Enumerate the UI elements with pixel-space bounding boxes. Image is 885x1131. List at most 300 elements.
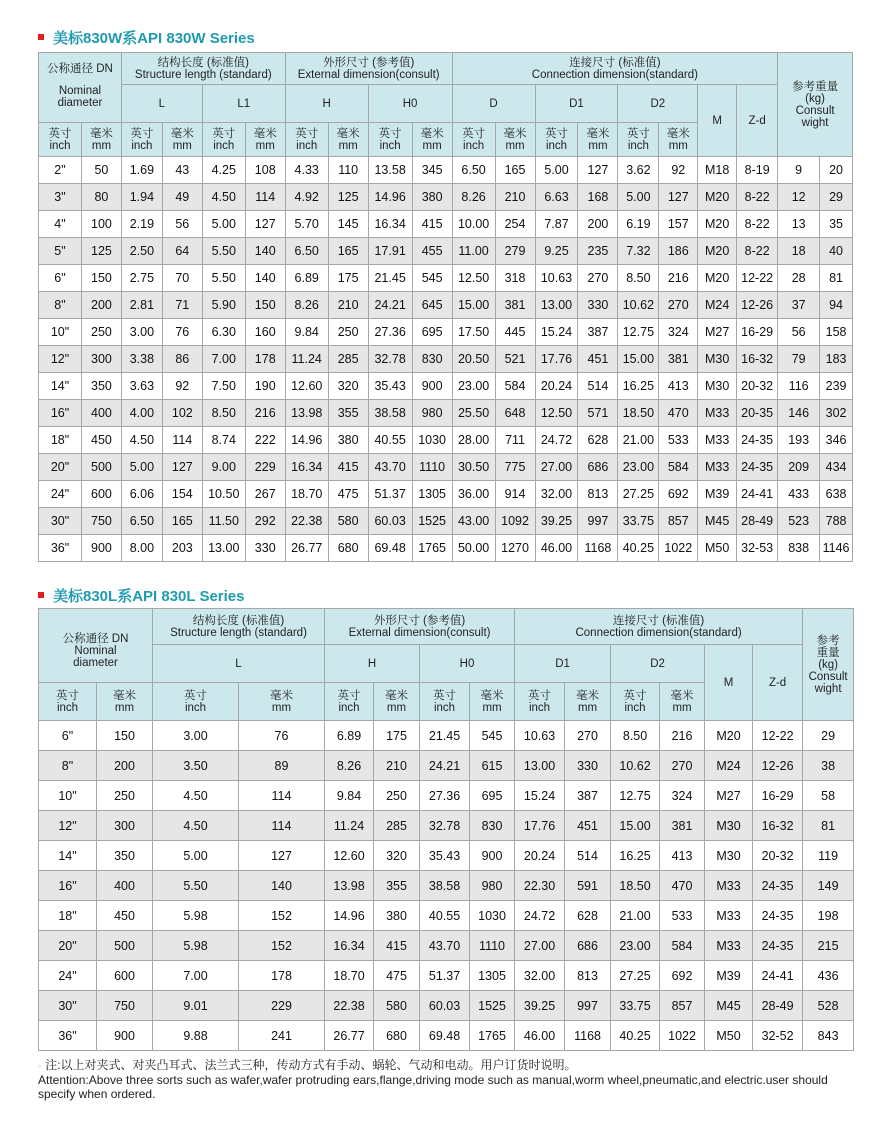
header-unit-mm-en: mm (672, 701, 692, 714)
table-cell: 18.70 (325, 961, 374, 991)
table-cell: 380 (374, 901, 420, 931)
table-cell: M30 (705, 841, 753, 871)
table-cell: 9.88 (153, 1021, 239, 1051)
table-cell: 6.89 (285, 265, 328, 292)
header-H: H (285, 85, 368, 123)
table-cell: 250 (81, 319, 121, 346)
header-unit-mm (470, 683, 515, 721)
table-cell: 27.36 (420, 781, 470, 811)
table-cell: 16" (39, 871, 97, 901)
table-cell: 628 (578, 427, 618, 454)
table-cell: 324 (660, 781, 705, 811)
table-cell: 150 (97, 721, 153, 751)
table-cell: 12.75 (611, 781, 660, 811)
header-structure-cn: 结构长度 (标准值) (192, 614, 285, 627)
table-cell: 14.96 (285, 427, 328, 454)
table-cell: 400 (81, 400, 121, 427)
table-cell: 110 (328, 157, 368, 184)
table-cell: 6.30 (202, 319, 245, 346)
table-cell: 13.98 (325, 871, 374, 901)
table-cell: 1168 (578, 535, 618, 562)
table-cell: 584 (660, 931, 705, 961)
table-cell: 692 (660, 961, 705, 991)
table-cell: 900 (81, 535, 121, 562)
table-cell: 89 (239, 751, 325, 781)
table-cell: 10.62 (611, 751, 660, 781)
table-cell: 7.87 (535, 211, 578, 238)
table-cell: 434 (820, 454, 853, 481)
table-cell: M33 (705, 871, 753, 901)
table-cell: 24-35 (737, 427, 778, 454)
header-unit-inch-en: inch (338, 701, 360, 714)
table-cell: 250 (328, 319, 368, 346)
table-cell: M45 (698, 508, 737, 535)
header-unit-mm (659, 123, 698, 157)
table-cell: 175 (374, 721, 420, 751)
table-cell: 997 (565, 991, 611, 1021)
header-unit-mm (565, 683, 611, 721)
table-cell: 914 (495, 481, 535, 508)
header-unit-inch-en: inch (545, 139, 568, 152)
table-cell: 12.60 (325, 841, 374, 871)
table-row (39, 211, 853, 238)
table-cell: 300 (81, 346, 121, 373)
table-cell: 39.25 (535, 508, 578, 535)
header-L: L (121, 85, 202, 123)
table-cell: 36.00 (452, 481, 495, 508)
table-cell: 50 (81, 157, 121, 184)
table-row (39, 1021, 854, 1051)
table-cell: 81 (803, 811, 854, 841)
table-cell: 695 (470, 781, 515, 811)
table-cell: 523 (778, 508, 820, 535)
table-cell: M24 (705, 751, 753, 781)
section-title-830l (38, 585, 245, 606)
table-row (39, 427, 853, 454)
bullet-dot-icon: ◦ (38, 1061, 42, 1071)
header-unit-inch (420, 683, 470, 721)
table-cell: 30" (39, 991, 97, 1021)
footnote-cn (38, 1058, 858, 1073)
header-unit-mm-cn: 毫米 (670, 689, 694, 702)
table-cell: 80 (81, 184, 121, 211)
table-cell: 114 (162, 427, 202, 454)
footnote-en: Attention:Above three sorts such as wafer,wafer protruding ears,flange,driving mode such as manual,worm wheel,pneumatic,and electric.user should specify when ordered. (38, 1073, 828, 1101)
header-weight (778, 53, 853, 157)
table-cell: 5.98 (153, 931, 239, 961)
header-D2: D2 (611, 645, 705, 683)
header-unit-mm-en: mm (577, 701, 598, 714)
table-cell: 5.90 (202, 292, 245, 319)
table-cell: 154 (162, 481, 202, 508)
table-cell: 5.00 (618, 184, 659, 211)
header-nominal-cn: 公称通径 DN (47, 62, 113, 75)
table-cell: 26.77 (285, 535, 328, 562)
table-cell: 302 (820, 400, 853, 427)
table-cell: 580 (328, 508, 368, 535)
header-nominal-en-text: Nominal diameter (73, 644, 118, 669)
table-cell: 210 (328, 292, 368, 319)
table-cell: 1146 (820, 535, 853, 562)
table-row (39, 346, 853, 373)
table-cell: 320 (328, 373, 368, 400)
table-cell: 330 (578, 292, 618, 319)
header-unit-mm (412, 123, 452, 157)
table-cell: 813 (578, 481, 618, 508)
table-row (39, 238, 853, 265)
table-cell: 168 (578, 184, 618, 211)
table-cell: 200 (97, 751, 153, 781)
table-cell: 8.50 (202, 400, 245, 427)
table-cell: 12-26 (737, 292, 778, 319)
header-unit-mm (97, 683, 153, 721)
table-cell: 9.01 (153, 991, 239, 1021)
table-cell: 198 (803, 901, 854, 931)
table-cell: 18.50 (618, 400, 659, 427)
table-cell: 6.63 (535, 184, 578, 211)
header-unit-inch-cn: 英寸 (528, 689, 552, 702)
table-cell: 127 (659, 184, 698, 211)
header-unit-inch-en: inch (213, 139, 235, 152)
table-cell: 14.96 (368, 184, 412, 211)
table-cell: 24" (39, 481, 82, 508)
table-cell: M20 (698, 184, 737, 211)
table-cell: 12" (39, 811, 97, 841)
header-unit-mm (245, 123, 285, 157)
table-cell: 8.74 (202, 427, 245, 454)
header-unit-inch-cn: 英寸 (626, 127, 650, 140)
table-cell: 1168 (565, 1021, 611, 1051)
table-cell: 5.50 (153, 871, 239, 901)
table-cell: 4.33 (285, 157, 328, 184)
table-cell: 533 (659, 427, 698, 454)
table-cell: M33 (698, 400, 737, 427)
table-cell: 20.24 (515, 841, 565, 871)
table-cell: 324 (659, 319, 698, 346)
header-unit-inch (325, 683, 374, 721)
table-cell: 6" (39, 721, 97, 751)
table-cell: 5.98 (153, 901, 239, 931)
table-cell: 8-22 (737, 238, 778, 265)
header-structure-en: Structure length (standard) (134, 68, 272, 81)
table-cell: 10" (39, 319, 82, 346)
table-cell: 686 (565, 931, 611, 961)
table-cell: 6.50 (452, 157, 495, 184)
table-cell: 33.75 (618, 508, 659, 535)
table-row (39, 157, 853, 184)
table-cell: 10.63 (515, 721, 565, 751)
table-cell: 10.62 (618, 292, 659, 319)
table-cell: 345 (412, 157, 452, 184)
table-cell: 1022 (660, 1021, 705, 1051)
table-cell: M30 (698, 373, 737, 400)
table-cell: 5" (39, 238, 82, 265)
header-unit-mm-en: mm (114, 701, 135, 714)
table-row (39, 751, 854, 781)
spec-table-830l (38, 608, 854, 1051)
header-unit-inch-en: inch (131, 139, 153, 152)
table-cell: 1030 (470, 901, 515, 931)
table-cell: 470 (660, 871, 705, 901)
header-structure (121, 53, 285, 85)
table-cell: 267 (245, 481, 285, 508)
table-cell: 16-32 (753, 811, 803, 841)
table-cell: 200 (578, 211, 618, 238)
header-L: L (153, 645, 325, 683)
table-cell: 270 (578, 265, 618, 292)
table-cell: 8" (39, 292, 82, 319)
table-cell: 711 (495, 427, 535, 454)
header-unit-mm-en: mm (505, 139, 525, 152)
table-cell: 18 (778, 238, 820, 265)
table-cell: 455 (412, 238, 452, 265)
table-cell: 76 (162, 319, 202, 346)
table-cell: 279 (495, 238, 535, 265)
table-cell: M33 (705, 901, 753, 931)
table-cell: 1030 (412, 427, 452, 454)
table-row (39, 292, 853, 319)
table-cell: 4.50 (153, 781, 239, 811)
table-cell: 210 (495, 184, 535, 211)
header-unit-inch (153, 683, 239, 721)
table-cell: 125 (81, 238, 121, 265)
header-unit-inch-en: inch (528, 701, 551, 714)
table-cell: 24.72 (515, 901, 565, 931)
table-cell: 775 (495, 454, 535, 481)
table-cell: 475 (328, 481, 368, 508)
table-cell: 46.00 (515, 1021, 565, 1051)
table-cell: 292 (245, 508, 285, 535)
table-cell: 32.00 (535, 481, 578, 508)
table-cell: 330 (245, 535, 285, 562)
table-cell: 9 (778, 157, 820, 184)
header-unit-mm-en: mm (482, 701, 502, 714)
table-cell: 16-32 (737, 346, 778, 373)
table-row (39, 931, 854, 961)
table-cell: 436 (803, 961, 854, 991)
footnote (38, 1058, 858, 1101)
table-cell: 178 (239, 961, 325, 991)
table-cell: 645 (412, 292, 452, 319)
header-connection (515, 609, 803, 645)
table-cell: 545 (470, 721, 515, 751)
header-unit-inch-en: inch (379, 139, 401, 152)
table-cell: 580 (374, 991, 420, 1021)
table-cell: 545 (412, 265, 452, 292)
table-cell: 2.81 (121, 292, 162, 319)
table-cell: 92 (162, 373, 202, 400)
header-connection (452, 53, 778, 85)
table-row (39, 535, 853, 562)
table-cell: M30 (698, 346, 737, 373)
table-cell: 43.00 (452, 508, 495, 535)
table-cell: 7.00 (202, 346, 245, 373)
table-cell: 1525 (470, 991, 515, 1021)
table-cell: 36" (39, 1021, 97, 1051)
table-cell: 24.72 (535, 427, 578, 454)
header-unit-inch-cn: 英寸 (130, 127, 154, 140)
table-cell: 3.00 (121, 319, 162, 346)
table-cell: 1110 (412, 454, 452, 481)
table-cell: 203 (162, 535, 202, 562)
table-cell: 20" (39, 454, 82, 481)
table-cell: 150 (245, 292, 285, 319)
header-unit-mm-en: mm (255, 139, 275, 152)
table-cell: 108 (245, 157, 285, 184)
table-cell: 9.25 (535, 238, 578, 265)
table-cell: 165 (495, 157, 535, 184)
table-cell: 160 (245, 319, 285, 346)
header-weight-unit: (kg) (805, 92, 825, 105)
header-connection-cn: 连接尺寸 (标准值) (612, 614, 705, 627)
table-cell: 10.63 (535, 265, 578, 292)
table-cell: 13.98 (285, 400, 328, 427)
table-cell: 14" (39, 841, 97, 871)
table-cell: 15.24 (515, 781, 565, 811)
table-cell: 22.30 (515, 871, 565, 901)
table-cell: 28-49 (753, 991, 803, 1021)
table-cell: 628 (565, 901, 611, 931)
table-cell: 23.00 (452, 373, 495, 400)
header-unit-inch-en: inch (433, 701, 456, 714)
table-cell: 22.38 (325, 991, 374, 1021)
table-cell: 3.63 (121, 373, 162, 400)
table-cell: 16-29 (737, 319, 778, 346)
table-cell: 381 (659, 346, 698, 373)
table-cell: 600 (97, 961, 153, 991)
table-cell: 27.36 (368, 319, 412, 346)
header-unit-inch-en: inch (624, 701, 646, 714)
table-cell: 997 (578, 508, 618, 535)
table-cell: 21.45 (368, 265, 412, 292)
header-unit-inch-cn: 英寸 (56, 689, 79, 702)
table-cell: M20 (698, 265, 737, 292)
header-D2: D2 (618, 85, 698, 123)
table-cell: 69.48 (420, 1021, 470, 1051)
table-cell: 451 (565, 811, 611, 841)
table-cell: 125 (328, 184, 368, 211)
header-unit-mm-en: mm (386, 701, 407, 714)
table-cell: 413 (659, 373, 698, 400)
table-cell: 38 (803, 751, 854, 781)
table-row (39, 781, 854, 811)
table-cell: 40.25 (611, 1021, 660, 1051)
header-weight-cn: 参考重量 (792, 80, 839, 93)
table-cell: 1270 (495, 535, 535, 562)
table-cell: 2.75 (121, 265, 162, 292)
table-cell: 58 (803, 781, 854, 811)
spec-table-830w (38, 52, 853, 562)
table-cell: 380 (412, 184, 452, 211)
table-cell: 7.32 (618, 238, 659, 265)
table-cell: 4.00 (121, 400, 162, 427)
table-cell: 12.60 (285, 373, 328, 400)
header-unit-mm-cn: 毫米 (666, 127, 690, 140)
table-cell: 216 (245, 400, 285, 427)
header-unit-mm-cn: 毫米 (503, 127, 527, 140)
header-connection-cn: 连接尺寸 (标准值) (569, 56, 661, 69)
table-cell: 2.19 (121, 211, 162, 238)
table-cell: 193 (778, 427, 820, 454)
table-cell: 11.24 (285, 346, 328, 373)
table-cell: 11.24 (325, 811, 374, 841)
header-unit-inch (285, 123, 328, 157)
table-cell: M33 (698, 427, 737, 454)
table-cell: 20" (39, 931, 97, 961)
table-cell: 591 (565, 871, 611, 901)
header-weight-unit: (kg) (818, 658, 839, 671)
table-cell: 140 (245, 265, 285, 292)
table-cell: 350 (81, 373, 121, 400)
table-cell: 330 (565, 751, 611, 781)
table-cell: 380 (328, 427, 368, 454)
table-cell: 18.50 (611, 871, 660, 901)
table-row (39, 841, 854, 871)
table-cell: 216 (660, 721, 705, 751)
table-cell: 152 (239, 931, 325, 961)
table-cell: 12.75 (618, 319, 659, 346)
table-cell: 28.00 (452, 427, 495, 454)
table-row (39, 265, 853, 292)
table-cell: 56 (778, 319, 820, 346)
table-cell: 64 (162, 238, 202, 265)
header-connection-en: Connection dimension(standard) (575, 626, 742, 639)
header-unit-mm (578, 123, 618, 157)
table-cell: 470 (659, 400, 698, 427)
table-cell: 355 (374, 871, 420, 901)
table-cell: M27 (698, 319, 737, 346)
header-unit-inch-cn: 英寸 (212, 127, 236, 140)
table-cell: 49 (162, 184, 202, 211)
table-cell: 8-22 (737, 184, 778, 211)
header-unit-mm-cn: 毫米 (420, 127, 444, 140)
table-cell: 4" (39, 211, 82, 238)
table-row (39, 319, 853, 346)
table-cell: 222 (245, 427, 285, 454)
table-cell: 51.37 (420, 961, 470, 991)
table-cell: 12 (778, 184, 820, 211)
header-H0: H0 (368, 85, 452, 123)
table-cell: 186 (659, 238, 698, 265)
table-cell: 15.00 (452, 292, 495, 319)
table-cell: 270 (565, 721, 611, 751)
table-cell: 4.92 (285, 184, 328, 211)
table-row (39, 721, 854, 751)
table-cell: 8.50 (611, 721, 660, 751)
table-cell: M30 (705, 811, 753, 841)
table-cell: 24-35 (753, 931, 803, 961)
header-unit-inch (618, 123, 659, 157)
table-cell: 1765 (470, 1021, 515, 1051)
header-unit-mm (328, 123, 368, 157)
table-cell: 5.50 (202, 238, 245, 265)
table-cell: 51.37 (368, 481, 412, 508)
table-cell: 12-22 (753, 721, 803, 751)
table-cell: 229 (239, 991, 325, 1021)
header-unit-mm-cn: 毫米 (385, 689, 409, 702)
table-cell: 29 (803, 721, 854, 751)
table-cell: 29 (820, 184, 853, 211)
header-unit-mm (239, 683, 325, 721)
table-cell: 5.00 (202, 211, 245, 238)
table-cell: 40 (820, 238, 853, 265)
table-cell: 355 (328, 400, 368, 427)
table-cell: M50 (698, 535, 737, 562)
header-unit-inch-en: inch (184, 701, 207, 714)
table-cell: 514 (565, 841, 611, 871)
table-cell: 79 (778, 346, 820, 373)
table-cell: 158 (820, 319, 853, 346)
